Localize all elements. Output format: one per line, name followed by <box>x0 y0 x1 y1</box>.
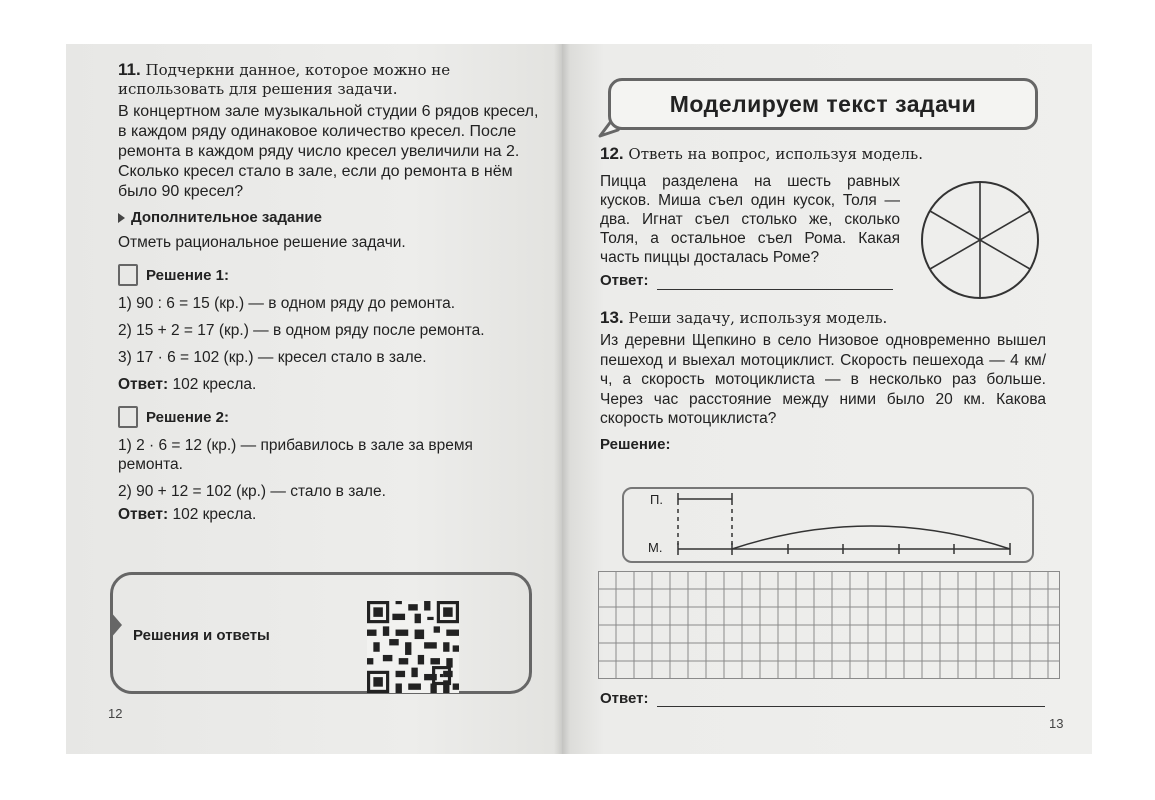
task-11-heading <box>118 60 542 99</box>
solution-1-answer-value: 102 кресла. <box>172 376 257 393</box>
task-12-number: 12. <box>600 144 624 163</box>
task-12-answer-field[interactable] <box>657 275 893 290</box>
extra-task-heading <box>118 208 542 227</box>
extra-task-text: Отметь рациональное решение задачи. <box>118 234 406 251</box>
pizza-circle-model <box>918 178 1042 302</box>
task-13-title: Реши задачу, используя модель. <box>628 309 888 327</box>
squared-answer-grid[interactable] <box>598 571 1060 679</box>
task-11-number: 11. <box>118 60 141 79</box>
segment-diagram <box>624 489 1032 561</box>
task-12-heading <box>600 144 1046 164</box>
solution-1-answer <box>118 375 542 394</box>
page-number-right: 13 <box>1049 716 1064 731</box>
qr-code-icon[interactable] <box>367 601 459 693</box>
task-12-answer-label: Ответ: <box>600 272 649 289</box>
solution-2-title: Решение 2: <box>146 408 229 426</box>
motion-model-panel <box>622 487 1034 563</box>
solution-1-line-2: 2) 15 + 2 = 17 (кр.) — в одном ряду после ремонта. <box>118 322 485 339</box>
extra-task-title: Дополнительное задание <box>131 209 322 226</box>
task-13-solution-label: Решение: <box>600 435 671 453</box>
solution-1-title: Решение 1: <box>146 266 229 284</box>
task-11-text: В концертном зале музыкальной студии 6 рядов кресел, в каждом ряду одинаковое количество кресел. После ремонта в каждом ряду число кресел увеличили на 2. Сколько кресел стало в зале, если до ремонта в нём было 90 кресел? <box>118 103 539 200</box>
solution-2-answer <box>118 505 542 524</box>
solution-1-answer-label: Ответ: <box>118 376 169 393</box>
pedestrian-label: П. <box>650 492 663 507</box>
task-13-heading <box>600 308 1046 328</box>
solution-2-line-1: 1) 2 · 6 = 12 (кр.) — прибавилось в зале за время ремонта. <box>118 437 473 473</box>
solution-1-heading <box>118 264 542 286</box>
answers-qr-panel <box>110 572 532 694</box>
book-gutter <box>554 44 570 754</box>
task-11-title: Подчеркни данное, которое можно не использовать для решения задачи. <box>118 61 451 98</box>
page-number-left: 12 <box>108 706 123 721</box>
triangle-bullet-icon <box>118 213 125 223</box>
task-13-answer <box>600 690 1045 707</box>
motorcyclist-label: М. <box>648 540 663 555</box>
panel-pointer-icon <box>110 611 122 639</box>
task-13-answer-label: Ответ: <box>600 690 649 707</box>
task-13-number: 13. <box>600 308 624 327</box>
solution-2-checkbox[interactable] <box>118 406 138 428</box>
section-banner: Моделируем текст задачи <box>608 78 1038 130</box>
task-12-text: Пицца разделена на шесть равных кусков. Миша съел один кусок, Толя — два. Игнат съел столько же, сколько Толя, а остальное съел Рома. Какая часть пиццы досталась Роме? <box>600 173 900 266</box>
task-13-text: Из деревни Щепкино в село Низовое одновременно вышел пешеход и выехал мотоциклист. Скорость пешехода — 4 км/ч, а скорость мотоциклиста — в несколько раз больше. Через час расстояние между ними было 20 км. Какова скорость мотоциклиста? <box>600 332 1046 427</box>
solution-2-answer-value: 102 кресла. <box>172 506 257 523</box>
solution-2-answer-label: Ответ: <box>118 506 169 523</box>
solution-2-heading <box>118 406 542 428</box>
solution-1-checkbox[interactable] <box>118 264 138 286</box>
task-12-title: Ответь на вопрос, используя модель. <box>628 145 923 163</box>
task-13-answer-field[interactable] <box>657 692 1045 707</box>
solution-1-line-1: 1) 90 : 6 = 15 (кр.) — в одном ряду до ремонта. <box>118 295 456 312</box>
left-page-content <box>118 60 542 524</box>
solution-1-line-3: 3) 17 · 6 = 102 (кр.) — кресел стало в зале. <box>118 349 427 366</box>
solution-2-line-2: 2) 90 + 12 = 102 (кр.) — стало в зале. <box>118 483 386 500</box>
qr-label: Решения и ответы <box>133 627 270 644</box>
